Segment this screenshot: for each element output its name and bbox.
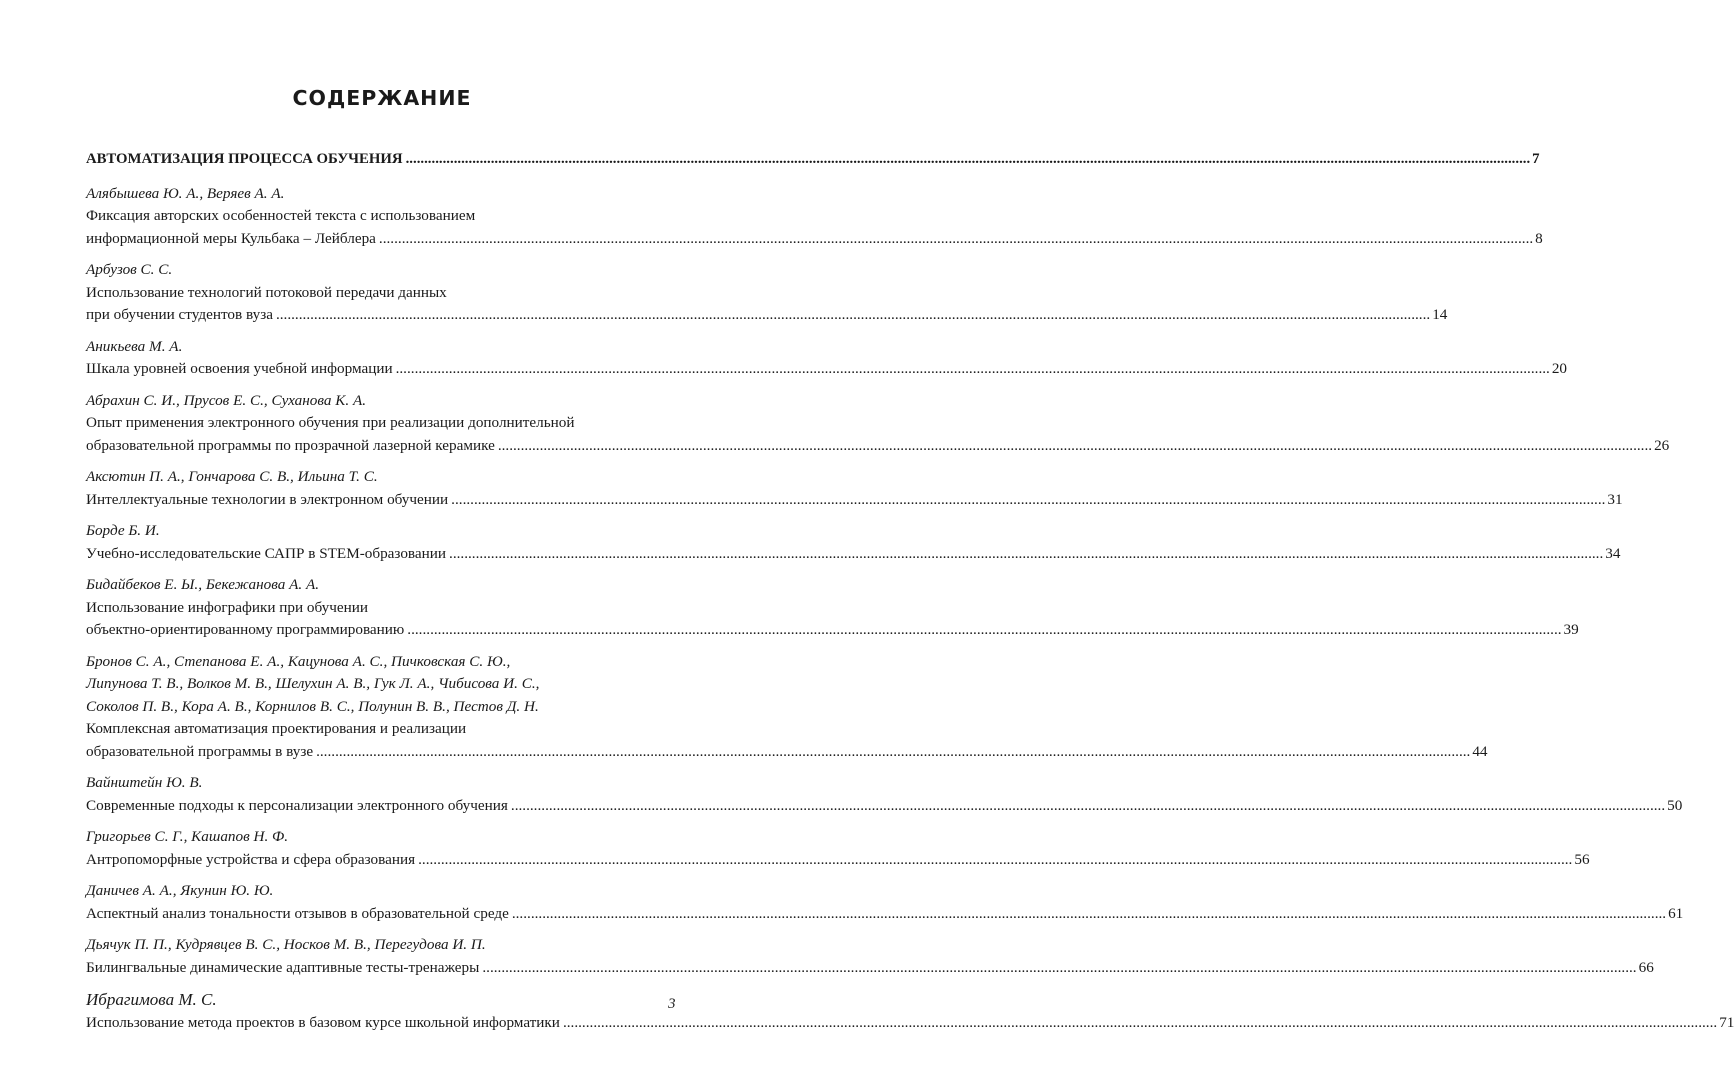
- entry-authors: Липунова Т. В., Волков М. В., Шелухин А. В., Гук Л. А., Чибисова И. С.,: [86, 675, 540, 692]
- leader-dots: [406, 148, 1531, 171]
- entry-title-text: Учебно-исследовательские САПР в STEM-образовании: [86, 544, 447, 562]
- entry-page-number: 71: [1719, 1014, 1734, 1031]
- entry-title-text: Шкала уровней освоения учебной информации: [86, 360, 393, 377]
- entry-page-number: 44: [1472, 742, 1488, 760]
- toc-entry[interactable]: [86, 259, 1448, 327]
- leader-dots: [449, 543, 1603, 566]
- section-page-number: 7: [1532, 151, 1540, 167]
- entry-page-number: 34: [1605, 544, 1621, 562]
- toc-entry[interactable]: [86, 826, 1590, 871]
- entry-title-final-line: [86, 849, 1590, 872]
- entry-page-number: 26: [1654, 436, 1670, 454]
- toc-entry[interactable]: [86, 466, 1623, 511]
- entry-authors: Григорьев С. Г., Кашапов Н. Ф.: [86, 828, 289, 845]
- entry-authors: Вайнштейн Ю. В.: [86, 774, 203, 791]
- entry-authors: Борде Б. И.: [86, 522, 160, 539]
- entry-authors: Аникьева М. А.: [86, 337, 183, 355]
- entry-title-text: объектно-ориентированному программированию: [86, 621, 405, 638]
- entry-title-text: Билингвальные динамические адаптивные тесты-тренажеры: [86, 958, 480, 976]
- entry-title-text: образовательной программы по прозрачной лазерной керамике: [86, 436, 495, 454]
- page-title: СОДЕРЖАНИЕ: [292, 86, 472, 110]
- entry-authors: Алябышева Ю. А., Веряев А. А.: [86, 184, 285, 202]
- toc-entry[interactable]: [86, 772, 1683, 817]
- entry-title-text: информационной меры Кульбака – Лейблера: [86, 229, 376, 247]
- toc-entry[interactable]: [86, 390, 1670, 458]
- entry-page-number: 31: [1607, 490, 1623, 508]
- entry-page-number: 61: [1668, 904, 1684, 922]
- toc-entries: [86, 183, 1734, 1035]
- entry-page-number: 56: [1574, 850, 1590, 868]
- entry-title-final-line: [86, 435, 1670, 458]
- leader-dots: [511, 795, 1665, 818]
- entry-title-final-line: [86, 619, 1579, 642]
- leader-dots: [396, 358, 1550, 381]
- entry-page-number: 8: [1535, 229, 1543, 247]
- toc-entry[interactable]: [86, 336, 1568, 381]
- entry-title-text: Современные подходы к персонализации электронного обучения: [86, 796, 508, 814]
- entry-authors: Аксютин П. А., Гончарова С. В., Ильина Т. С.: [86, 468, 378, 485]
- section-title: АВТОМАТИЗАЦИЯ ПРОЦЕССА ОБУЧЕНИЯ: [86, 151, 403, 167]
- entry-authors: Соколов П. В., Кора А. В., Корнилов В. С., Полунин В. В., Пестов Д. Н.: [86, 697, 539, 715]
- entry-title-final-line: [86, 741, 1488, 764]
- entry-title-final-line: [86, 903, 1684, 926]
- leader-dots: [379, 228, 1533, 251]
- leader-dots: [418, 849, 1572, 872]
- toc-section-heading[interactable]: [86, 148, 1540, 171]
- entry-title-line: Использование технологий потоковой передачи данных: [86, 283, 447, 301]
- entry-title-line: Комплексная автоматизация проектирования и реализации: [86, 720, 467, 737]
- entry-authors: Бронов С. А., Степанова Е. А., Кацунова А. С., Пичковская С. Ю.,: [86, 652, 511, 670]
- entry-authors: Ибрагимова М. С.: [86, 990, 217, 1009]
- toc-entry[interactable]: [86, 880, 1684, 925]
- entry-page-number: 50: [1667, 796, 1683, 814]
- entry-authors: Арбузов С. С.: [86, 261, 173, 278]
- leader-dots: [316, 741, 1470, 764]
- entry-title-final-line: [86, 543, 1621, 566]
- leader-dots: [563, 1012, 1717, 1035]
- leader-dots: [498, 435, 1652, 458]
- entry-page-number: 14: [1432, 306, 1448, 323]
- entry-title-final-line: [86, 358, 1568, 381]
- entry-authors: Дьячук П. П., Кудрявцев В. С., Носков М. В., Перегудова И. П.: [86, 936, 486, 953]
- entry-authors: Абрахин С. И., Прусов Е. С., Суханова К. А.: [86, 391, 367, 409]
- entry-page-number: 66: [1638, 958, 1654, 976]
- entry-page-number: 20: [1551, 360, 1568, 377]
- toc-entry[interactable]: [86, 988, 1734, 1035]
- entry-title-final-line: [86, 228, 1543, 251]
- toc-entry[interactable]: [86, 934, 1654, 979]
- leader-dots: [512, 903, 1666, 926]
- leader-dots: [407, 619, 1561, 642]
- entry-title-text: образовательной программы в вузе: [86, 742, 314, 760]
- entry-title-line: Опыт применения электронного обучения при реализации дополнительной: [86, 414, 575, 431]
- entry-title-text: Аспектный анализ тональности отзывов в образовательной среде: [86, 904, 509, 922]
- table-of-contents: [86, 148, 1734, 1044]
- toc-entry[interactable]: [86, 574, 1579, 642]
- entry-title-final-line: [86, 489, 1623, 512]
- toc-entry[interactable]: [86, 520, 1621, 565]
- entry-title-final-line: [86, 304, 1448, 327]
- page-number: 3: [668, 996, 676, 1012]
- leader-dots: [451, 489, 1605, 512]
- entry-title-final-line: [86, 1012, 1734, 1035]
- entry-title-line: Использование инфографики при обучении: [86, 598, 369, 616]
- entry-title-line: Фиксация авторских особенностей текста с использованием: [86, 207, 476, 224]
- entry-title-text: Антропоморфные устройства и сфера образования: [86, 850, 416, 868]
- entry-title-final-line: [86, 795, 1683, 818]
- entry-title-final-line: [86, 957, 1654, 980]
- entry-page-number: 39: [1563, 621, 1579, 638]
- toc-entry[interactable]: [86, 651, 1488, 764]
- leader-dots: [276, 304, 1430, 327]
- entry-title-text: Использование метода проектов в базовом курсе школьной информатики: [86, 1014, 560, 1031]
- toc-entry[interactable]: [86, 183, 1543, 251]
- entry-title-text: Интеллектуальные технологии в электронном обучении: [86, 490, 449, 508]
- entry-authors: Даничев А. А., Якунин Ю. Ю.: [86, 882, 274, 899]
- leader-dots: [482, 957, 1636, 980]
- entry-title-text: при обучении студентов вуза: [86, 306, 273, 323]
- entry-authors: Бидайбеков Е. Ы., Бекежанова А. А.: [86, 576, 320, 593]
